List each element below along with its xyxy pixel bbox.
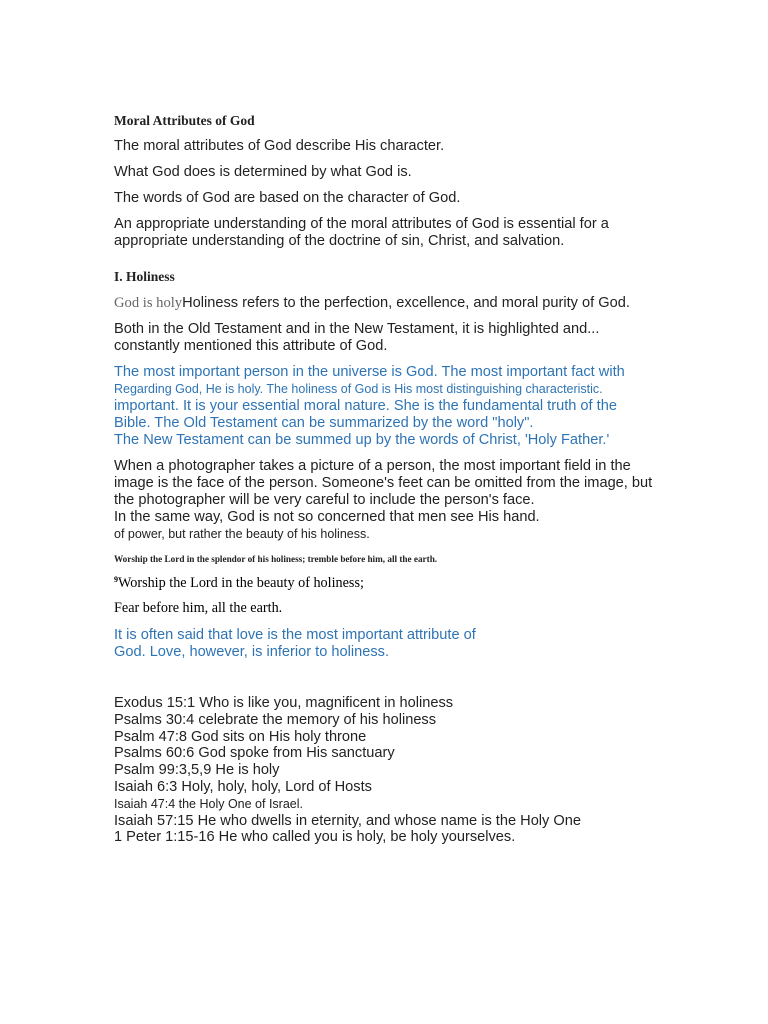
blue-paragraph bbox=[114, 364, 654, 449]
blue-line-3: important. It is your essential moral nature. She is the fundamental truth of the Bible. The Old Testament can be summarized by the word "holy". bbox=[114, 398, 617, 431]
verse-line-1-text: Worship the Lord in the beauty of holiness; bbox=[118, 575, 364, 591]
document-title: Moral Attributes of God bbox=[114, 113, 255, 128]
reference-item: 1 Peter 1:15-16 He who called you is holy, be holy yourselves. bbox=[114, 829, 516, 846]
holiness-definition: Holiness refers to the perfection, excellence, and moral purity of God. bbox=[182, 295, 630, 311]
photographer-main: When a photographer takes a picture of a person, the most important field in the image is the face of the person. Someone's feet can be omitted from the image, but the photographer will be very careful to include the person's face. bbox=[114, 458, 653, 508]
blue-line-4: The New Testament can be summed up by the words of Christ, 'Holy Father.' bbox=[114, 432, 610, 448]
reference-item: Psalm 47:8 God sits on His holy throne bbox=[114, 728, 367, 745]
intro-paragraph-1: The moral attributes of God describe His character. bbox=[114, 138, 445, 154]
section-heading-holiness: I. Holiness bbox=[114, 269, 175, 284]
verse-line-1 bbox=[114, 575, 654, 592]
holiness-definition-paragraph bbox=[114, 295, 654, 312]
verse-number: 9 bbox=[114, 575, 118, 584]
reference-item: Exodus 15:1 Who is like you, magnificent in holiness bbox=[114, 695, 454, 711]
photographer-line-3: of power, but rather the beauty of his holiness. bbox=[114, 527, 370, 541]
reference-item: Isaiah 47:4 the Holy One of Israel. bbox=[114, 796, 303, 811]
testaments-paragraph: Both in the Old Testament and in the New Testament, it is highlighted and... constantly mentioned this attribute of God. bbox=[114, 321, 600, 354]
intro-paragraph-3: The words of God are based on the character of God. bbox=[114, 190, 461, 206]
love-paragraph: It is often said that love is the most important attribute of God. Love, however, is inferior to holiness. bbox=[114, 627, 476, 660]
reference-item: Psalms 30:4 celebrate the memory of his holiness bbox=[114, 711, 437, 728]
small-verse: Worship the Lord in the splendor of his holiness; tremble before him, all the earth. bbox=[114, 554, 438, 564]
verse-line-2: Fear before him, all the earth. bbox=[114, 600, 283, 616]
intro-paragraph-2: What God does is determined by what God is. bbox=[114, 164, 412, 180]
reference-list bbox=[114, 695, 654, 846]
reference-item: Psalm 99:3,5,9 He is holy bbox=[114, 762, 280, 779]
photographer-paragraph bbox=[114, 458, 654, 543]
blue-line-1: The most important person in the universe is God. The most important fact with bbox=[114, 364, 625, 380]
document-page bbox=[114, 112, 654, 846]
blue-line-2: Regarding God, He is holy. The holiness of God is His most distinguishing characteristic. bbox=[114, 382, 603, 396]
reference-item: Isaiah 57:15 He who dwells in eternity, and whose name is the Holy One bbox=[114, 812, 581, 829]
holiness-prefix: God is holy bbox=[114, 295, 183, 311]
photographer-line-2: In the same way, God is not so concerned that men see His hand. bbox=[114, 509, 540, 525]
intro-paragraph-4: An appropriate understanding of the moral attributes of God is essential for a appropriate understanding of the doctrine of sin, Christ, and salvation. bbox=[114, 216, 609, 249]
reference-item: Isaiah 6:3 Holy, holy, holy, Lord of Hosts bbox=[114, 778, 372, 795]
reference-item: Psalms 60:6 God spoke from His sanctuary bbox=[114, 745, 395, 762]
